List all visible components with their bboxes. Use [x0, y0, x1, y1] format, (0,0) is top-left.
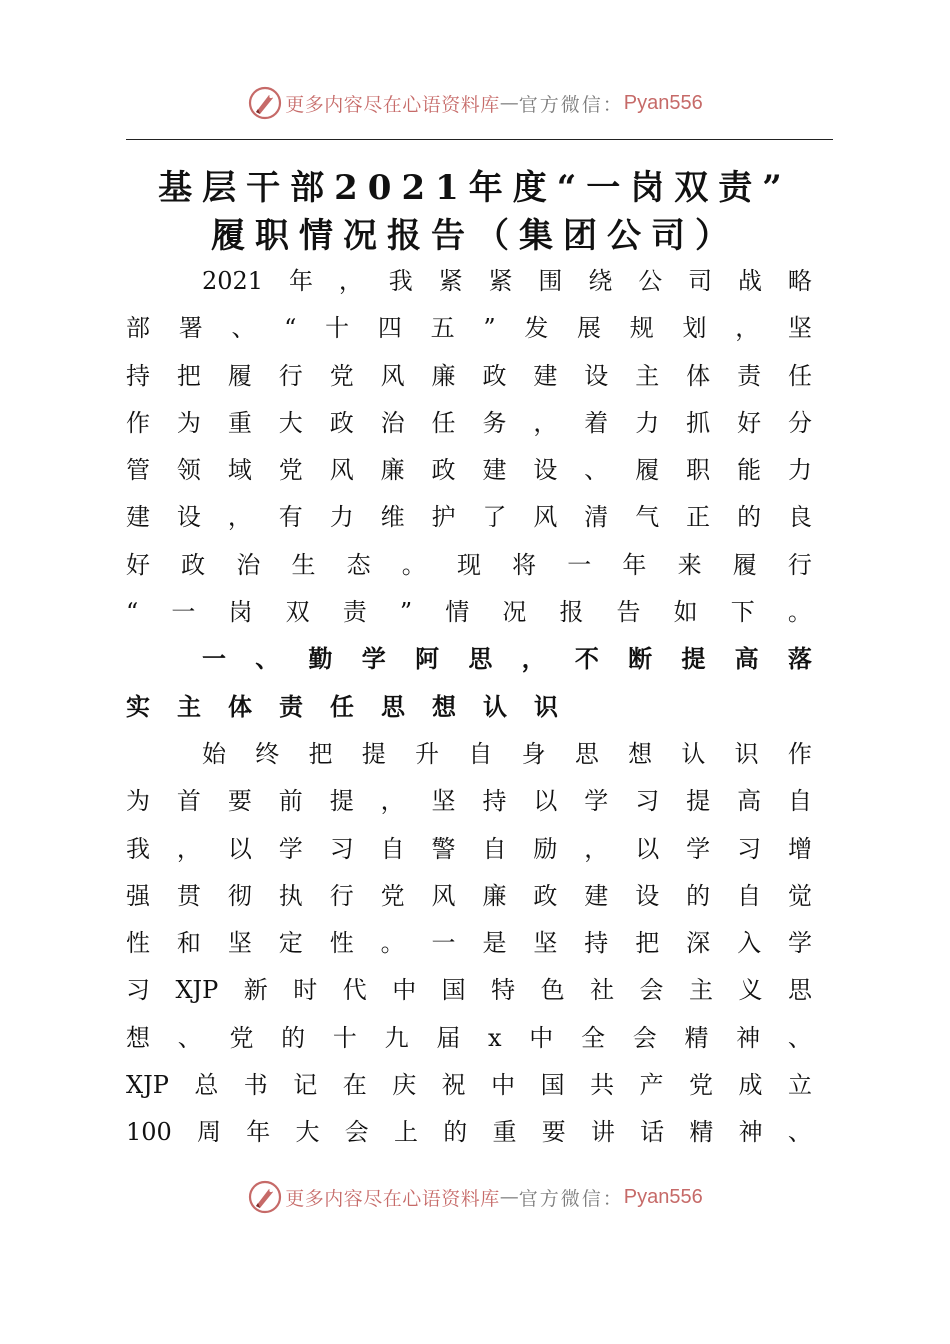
text-token: ，: [176, 834, 201, 863]
text-token: 识: [534, 692, 558, 721]
text-token: 识: [734, 739, 759, 768]
text-token: 会: [344, 1118, 369, 1147]
paragraph-line: [126, 778, 812, 825]
text-token: 报: [559, 598, 584, 627]
text-token: 励: [533, 834, 558, 863]
text-token: 坚: [431, 787, 456, 816]
text-token: 为: [176, 408, 201, 437]
text-token: 责: [737, 361, 762, 390]
text-token: 中: [392, 976, 417, 1005]
text-token: 立: [787, 1071, 812, 1100]
text-token: 任: [787, 361, 812, 390]
text-token: 想: [628, 739, 653, 768]
text-token: 主: [689, 976, 714, 1005]
text-token: 护: [431, 503, 456, 532]
text-token: 神: [738, 1118, 763, 1147]
text-token: 党: [380, 881, 405, 910]
text-token: 体: [228, 692, 252, 721]
text-token: 的: [281, 1023, 306, 1052]
text-token: 届: [436, 1023, 461, 1052]
text-token: 终: [255, 739, 280, 768]
header-divider: [126, 139, 833, 140]
text-token: 清: [584, 503, 609, 532]
text-token: 设: [635, 881, 660, 910]
text-token: 思: [574, 739, 599, 768]
text-token: 自: [468, 739, 493, 768]
text-token: 提: [686, 787, 711, 816]
text-token: ，: [338, 267, 363, 295]
watermark-dash: —: [499, 92, 519, 114]
text-token: 力: [329, 503, 354, 532]
text-token: 绕: [588, 267, 613, 295]
text-token: 的: [686, 881, 711, 910]
paragraph-line: [126, 920, 812, 967]
text-token: ，: [735, 314, 760, 343]
text-token: 时: [293, 976, 318, 1005]
paragraph-line: [126, 1015, 812, 1062]
text-token: x: [488, 1023, 502, 1052]
text-token: 、: [584, 456, 609, 485]
text-token: 坚: [227, 929, 252, 958]
text-token: 前: [278, 787, 303, 816]
text-token: 100: [126, 1118, 172, 1147]
text-token: 紧: [438, 267, 463, 295]
paragraph-line: [126, 967, 812, 1014]
text-token: ”: [399, 598, 413, 627]
text-token: 行: [787, 550, 812, 579]
text-token: 正: [686, 503, 711, 532]
text-token: 廉: [431, 361, 456, 390]
text-token: 政: [329, 408, 354, 437]
text-token: ，: [227, 503, 252, 532]
text-token: 作: [787, 739, 812, 768]
text-token: 在: [342, 1071, 367, 1100]
text-token: 建: [126, 503, 150, 532]
text-token: 学: [787, 929, 812, 958]
watermark-account: Pyan556: [623, 91, 703, 114]
text-token: 强: [126, 881, 150, 910]
text-token: 国: [540, 1071, 565, 1100]
text-token: 高: [737, 787, 762, 816]
text-token: 设: [584, 361, 609, 390]
text-token: 风: [329, 456, 354, 485]
paragraph-line: [126, 1062, 812, 1109]
watermark-official-label: 官方微信：: [518, 93, 624, 116]
text-token: 自: [737, 881, 762, 910]
text-token: 任: [330, 692, 354, 721]
text-token: 成: [738, 1071, 763, 1100]
text-token: 想: [432, 692, 456, 721]
text-token: 廉: [380, 456, 405, 485]
text-token: 持: [126, 361, 150, 390]
text-token: 司: [688, 267, 713, 295]
text-token: 能: [737, 456, 762, 485]
text-token: 廉: [482, 881, 507, 910]
text-token: 提: [361, 739, 386, 768]
text-token: 首: [176, 787, 201, 816]
text-token: 我: [126, 834, 150, 863]
text-token: 是: [482, 929, 507, 958]
text-token: 要: [227, 787, 252, 816]
text-token: 况: [502, 598, 527, 627]
text-token: 想: [126, 1023, 150, 1052]
text-token: 上: [393, 1118, 418, 1147]
text-token: 设: [176, 503, 201, 532]
text-token: 履: [227, 361, 252, 390]
text-token: 风: [431, 881, 456, 910]
paragraph-line: [126, 258, 812, 305]
text-token: 中: [491, 1071, 516, 1100]
text-token: 职: [686, 456, 711, 485]
text-token: 建: [584, 881, 609, 910]
text-token: 、: [787, 1118, 812, 1147]
text-token: 周: [197, 1118, 222, 1147]
text-token: 党: [689, 1071, 714, 1100]
text-token: 认: [483, 692, 507, 721]
text-token: 我: [388, 267, 413, 295]
text-token: 政: [482, 361, 507, 390]
text-token: XJP: [126, 1071, 169, 1100]
text-token: 。: [787, 598, 812, 627]
text-token: 现: [456, 550, 481, 579]
text-token: 域: [227, 456, 252, 485]
paragraph-line: [126, 1109, 812, 1156]
text-token: 习: [635, 787, 660, 816]
text-token: 提: [329, 787, 354, 816]
text-token: 任: [431, 408, 456, 437]
text-token: 高: [734, 645, 759, 674]
text-token: 觉: [787, 881, 812, 910]
text-token: 断: [628, 645, 653, 674]
text-token: 一: [431, 929, 456, 958]
text-token: 行: [278, 361, 303, 390]
text-token: 一: [567, 550, 592, 579]
text-token: 十: [325, 314, 350, 343]
text-token: 学: [686, 834, 711, 863]
document-body: [126, 258, 812, 1157]
text-token: 将: [512, 550, 537, 579]
text-token: 精: [684, 1023, 709, 1052]
text-token: 入: [737, 929, 762, 958]
text-token: 划: [682, 314, 707, 343]
text-token: 思: [468, 645, 493, 674]
text-token: 如: [673, 598, 698, 627]
text-token: 坚: [533, 929, 558, 958]
text-token: 治: [236, 550, 261, 579]
text-token: 四: [377, 314, 402, 343]
text-token: 风: [533, 503, 558, 532]
text-token: 作: [126, 408, 150, 437]
text-token: 学: [361, 645, 386, 674]
text-token: 略: [787, 267, 812, 295]
text-token: 神: [736, 1023, 761, 1052]
watermark-account: Pyan556: [623, 1185, 703, 1208]
text-token: 体: [686, 361, 711, 390]
text-token: 年: [246, 1118, 271, 1147]
text-token: 了: [482, 503, 507, 532]
header-watermark: [0, 83, 950, 123]
paragraph-line: [126, 305, 812, 352]
text-token: 一: [202, 645, 226, 674]
text-token: 定: [278, 929, 303, 958]
text-token: 自: [482, 834, 507, 863]
text-token: 增: [787, 834, 812, 863]
text-token: 、: [231, 314, 256, 343]
text-token: 深: [686, 929, 711, 958]
text-token: 新: [243, 976, 268, 1005]
text-token: 。: [401, 550, 426, 579]
text-token: 建: [482, 456, 507, 485]
text-token: 大: [295, 1118, 320, 1147]
text-token: 自: [787, 787, 812, 816]
text-token: 色: [540, 976, 565, 1005]
text-token: 习: [737, 834, 762, 863]
paragraph-line: [126, 542, 812, 589]
text-token: 年: [622, 550, 647, 579]
text-token: 义: [738, 976, 763, 1005]
document-title-line-1: 基层干部2021年度“一岗双责”: [158, 168, 792, 208]
text-token: 认: [681, 739, 706, 768]
text-token: 领: [176, 456, 201, 485]
paragraph-line: [126, 731, 812, 778]
text-token: 分: [787, 408, 812, 437]
text-token: 性: [126, 929, 150, 958]
pen-logo-icon: [247, 1179, 283, 1215]
text-token: 务: [482, 408, 507, 437]
text-token: 以: [635, 834, 660, 863]
text-token: 的: [443, 1118, 468, 1147]
text-token: 落: [787, 645, 812, 674]
text-token: 、: [255, 645, 280, 674]
watermark-dash: —: [499, 1186, 519, 1208]
paragraph-line: [126, 494, 812, 541]
text-token: 代: [342, 976, 367, 1005]
text-token: 庆: [392, 1071, 417, 1100]
text-token: 全: [581, 1023, 606, 1052]
paragraph-line: [126, 353, 812, 400]
text-token: 贯: [176, 881, 201, 910]
text-token: 国: [441, 976, 466, 1005]
text-token: 持: [584, 929, 609, 958]
text-token: 双: [285, 598, 310, 627]
text-token: 政: [181, 550, 206, 579]
text-token: 学: [278, 834, 303, 863]
watermark-official-label: 官方微信：: [518, 1187, 624, 1210]
text-token: 重: [492, 1118, 517, 1147]
text-token: 坚: [787, 314, 812, 343]
footer-watermark: [0, 1177, 950, 1217]
text-token: 情: [445, 598, 470, 627]
text-token: 有: [278, 503, 303, 532]
text-token: 九: [384, 1023, 409, 1052]
text-token: 来: [677, 550, 702, 579]
paragraph-line: [126, 589, 812, 636]
text-token: 彻: [227, 881, 252, 910]
text-token: 精: [689, 1118, 714, 1147]
text-token: 书: [243, 1071, 268, 1100]
text-token: 2021: [202, 267, 264, 295]
text-token: 祝: [441, 1071, 466, 1100]
text-token: 会: [632, 1023, 657, 1052]
pen-logo-icon: [247, 85, 283, 121]
text-token: 署: [178, 314, 203, 343]
text-token: 学: [584, 787, 609, 816]
text-token: 责: [342, 598, 367, 627]
text-token: XJP: [175, 976, 219, 1005]
text-token: 、: [177, 1023, 202, 1052]
text-token: 要: [541, 1118, 566, 1147]
text-token: 话: [640, 1118, 665, 1147]
text-token: 习: [329, 834, 354, 863]
text-token: 思: [787, 976, 812, 1005]
text-token: 、: [787, 1023, 812, 1052]
text-token: 的: [737, 503, 762, 532]
text-token: 勤: [308, 645, 333, 674]
text-token: 以: [533, 787, 558, 816]
text-token: 讲: [590, 1118, 615, 1147]
text-token: 履: [732, 550, 757, 579]
text-token: 岗: [228, 598, 253, 627]
text-token: ，: [584, 834, 609, 863]
text-token: 告: [616, 598, 641, 627]
text-token: ，: [533, 408, 558, 437]
text-token: 履: [635, 456, 660, 485]
text-token: 党: [329, 361, 354, 390]
text-token: 发: [524, 314, 549, 343]
text-token: 大: [278, 408, 303, 437]
text-token: 把: [635, 929, 660, 958]
text-token: 良: [787, 503, 812, 532]
text-token: 一: [171, 598, 196, 627]
text-token: 执: [278, 881, 303, 910]
text-token: 身: [521, 739, 546, 768]
paragraph-line: [126, 873, 812, 920]
text-token: 抓: [686, 408, 711, 437]
text-token: 把: [176, 361, 201, 390]
paragraph-line: [126, 400, 812, 447]
text-token: “: [284, 314, 297, 343]
text-token: 主: [635, 361, 660, 390]
text-token: 规: [629, 314, 654, 343]
text-token: 好: [737, 408, 762, 437]
watermark-brand: 更多内容尽在心语资料库: [285, 93, 500, 116]
text-token: 展: [577, 314, 602, 343]
text-token: 治: [380, 408, 405, 437]
text-token: 责: [279, 692, 303, 721]
text-token: 以: [227, 834, 252, 863]
text-token: 重: [227, 408, 252, 437]
text-token: 气: [635, 503, 660, 532]
text-token: 和: [176, 929, 201, 958]
text-token: 中: [529, 1023, 554, 1052]
text-token: 设: [533, 456, 558, 485]
text-token: 战: [737, 267, 762, 295]
text-token: “: [126, 598, 139, 627]
text-token: 围: [538, 267, 563, 295]
text-token: 风: [380, 361, 405, 390]
text-token: 建: [533, 361, 558, 390]
text-token: 。: [380, 929, 405, 958]
text-token: 力: [787, 456, 812, 485]
text-token: 持: [482, 787, 507, 816]
text-token: 党: [278, 456, 303, 485]
text-token: 紧: [488, 267, 513, 295]
text-token: 特: [491, 976, 516, 1005]
text-token: 会: [639, 976, 664, 1005]
text-token: 自: [380, 834, 405, 863]
section-heading-line: [126, 636, 812, 683]
text-token: 部: [126, 314, 150, 343]
text-token: 共: [590, 1071, 615, 1100]
text-token: 公: [638, 267, 663, 295]
text-token: 升: [415, 739, 440, 768]
text-token: 提: [681, 645, 706, 674]
paragraph-line: [126, 826, 812, 873]
text-token: 力: [635, 408, 660, 437]
text-token: 十: [332, 1023, 357, 1052]
paragraph-line: [126, 447, 812, 494]
text-token: 始: [202, 739, 226, 768]
text-token: 政: [431, 456, 456, 485]
text-token: 记: [293, 1071, 318, 1100]
text-token: 下: [730, 598, 755, 627]
text-token: 性: [329, 929, 354, 958]
text-token: 警: [431, 834, 456, 863]
text-token: 阿: [415, 645, 440, 674]
text-token: 态: [346, 550, 371, 579]
text-token: 主: [177, 692, 201, 721]
text-token: 五: [430, 314, 455, 343]
text-token: 思: [381, 692, 405, 721]
text-token: 维: [380, 503, 405, 532]
text-token: 总: [194, 1071, 219, 1100]
text-token: ，: [521, 645, 546, 674]
text-token: 不: [574, 645, 599, 674]
text-token: 着: [584, 408, 609, 437]
document-title-line-2: 履职情况报告（集团公司）: [211, 216, 739, 256]
text-token: ”: [483, 314, 496, 343]
text-token: 好: [126, 550, 150, 579]
text-token: 年: [288, 267, 313, 295]
section-heading-line: [126, 684, 812, 731]
text-token: 社: [590, 976, 615, 1005]
text-token: 产: [639, 1071, 664, 1100]
text-token: 管: [126, 456, 150, 485]
text-token: 政: [533, 881, 558, 910]
text-token: 生: [291, 550, 316, 579]
text-token: ，: [380, 787, 405, 816]
text-token: 为: [126, 787, 150, 816]
text-token: 习: [126, 976, 150, 1005]
text-token: 把: [308, 739, 333, 768]
watermark-brand: 更多内容尽在心语资料库: [285, 1187, 500, 1210]
text-token: 党: [229, 1023, 254, 1052]
text-token: 行: [329, 881, 354, 910]
text-token: 实: [126, 692, 150, 721]
